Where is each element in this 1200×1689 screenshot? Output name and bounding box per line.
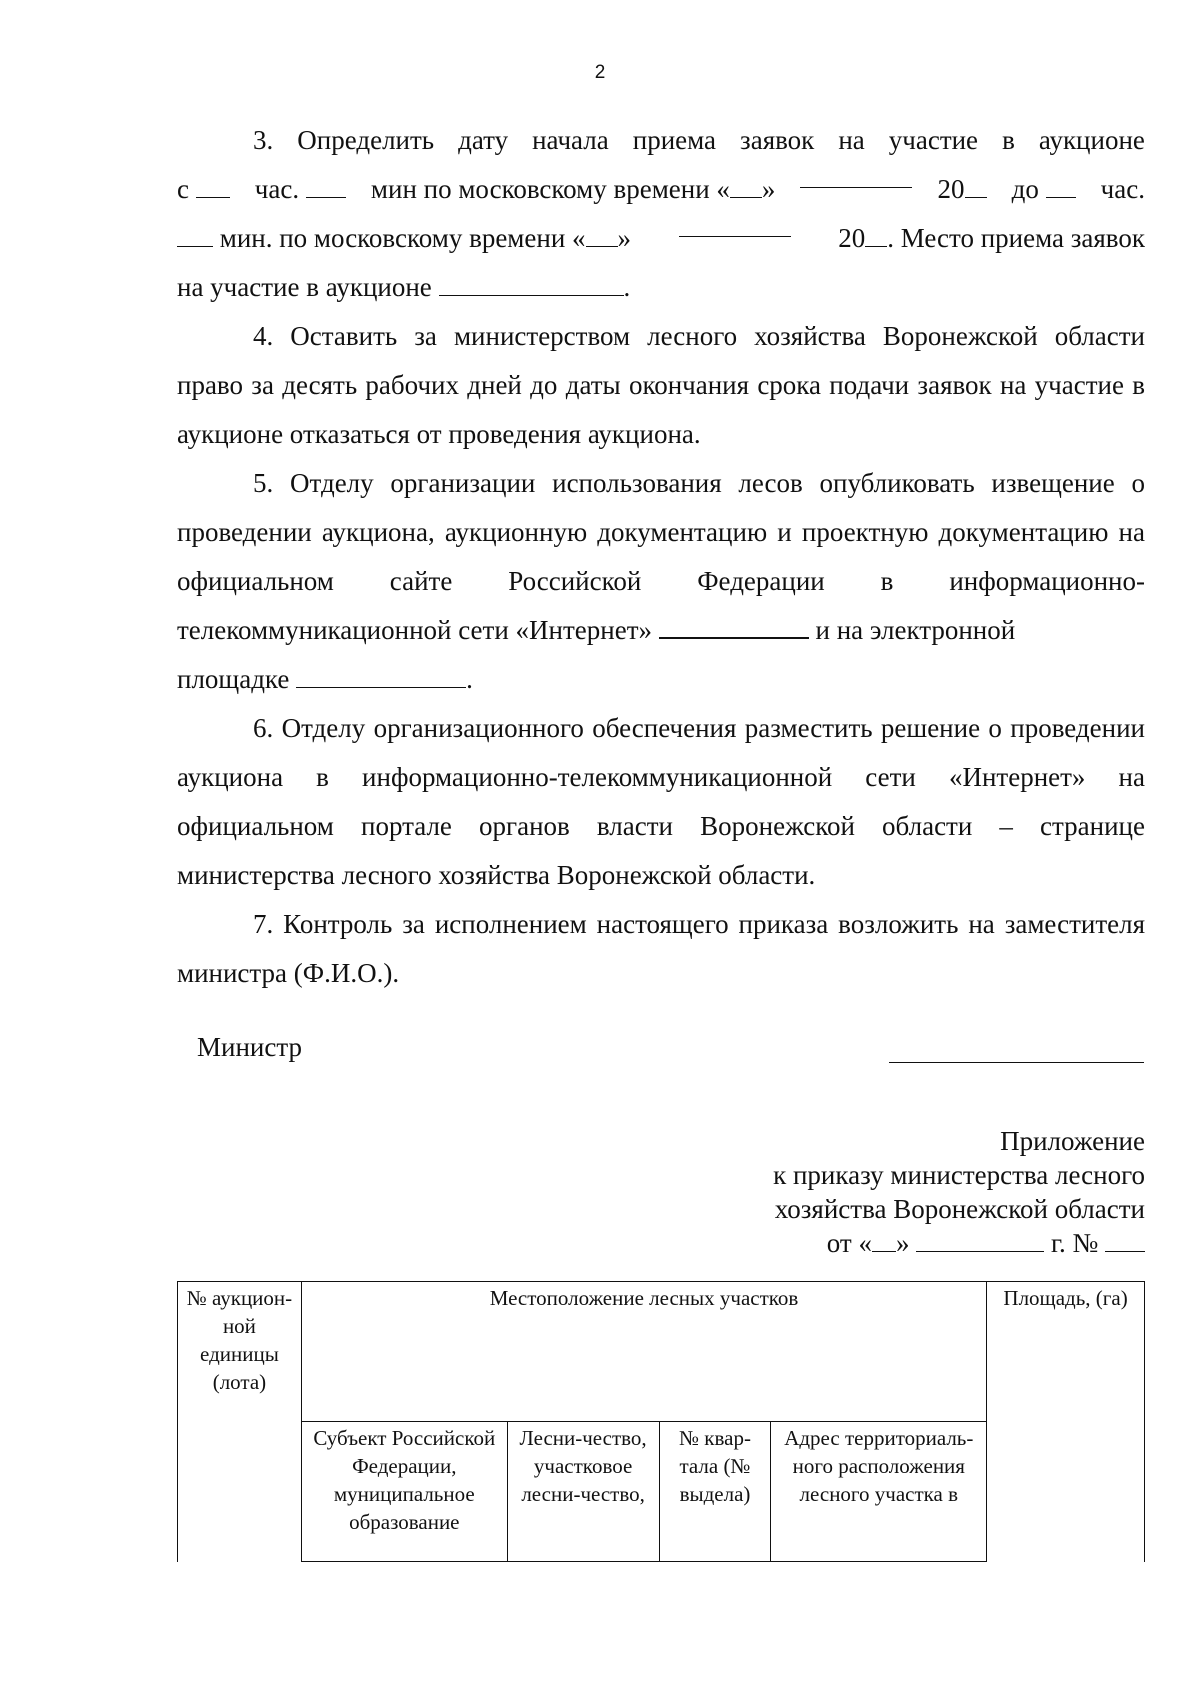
item-3 [177, 116, 1145, 312]
page-number: 2 [594, 62, 606, 83]
blank-minutes-end [177, 224, 213, 247]
word: приема [632, 125, 717, 155]
item-5-last-line: площадке . [177, 664, 473, 694]
word: в [1002, 125, 1015, 155]
blank-day-end [586, 224, 618, 247]
word: заявок [740, 125, 815, 155]
blank-order-month [916, 1231, 1044, 1252]
lots-table [177, 1281, 1145, 1562]
text-fragment: мин по московскому времени « » [370, 174, 776, 204]
header-quarter: № квар-тала (№ выдела) [659, 1422, 771, 1562]
text-fragment: мин. по московскому времени « » [177, 214, 631, 263]
blank-month-start [800, 165, 912, 188]
text-fragment: час. [255, 165, 346, 214]
blank-application-place [439, 273, 624, 296]
text-fragment: час. [1100, 174, 1145, 204]
appendix-date-line: от « » г. № [773, 1226, 1145, 1260]
blank-year-start [965, 175, 987, 198]
order-body [177, 116, 1145, 998]
blank-minutes-start [306, 175, 346, 198]
word: Определить [297, 125, 435, 155]
text-fragment: до [1012, 165, 1076, 214]
item-3-line-1 [177, 116, 1145, 165]
blank-platform [296, 665, 466, 688]
item-7: 7. Контроль за исполнением настоящего приказа возложить на заместителя министра (Ф.И.О.). [177, 909, 1145, 988]
text-fragment: с [177, 165, 230, 214]
blank-hours-start [196, 175, 230, 198]
signature-block [197, 1032, 1147, 1072]
header-lot-number: № аукцион-ной единицы (лота) [178, 1282, 302, 1562]
minister-title: Министр [197, 1032, 302, 1062]
item-5: 5. Отделу организации использования лесов опубликовать извещение о проведении аукциона, аукционную документацию и проектную документацию на официальном сайте Российской Федерации в информационно-телекоммуникационной сети «Интернет» и на электронной [177, 468, 1145, 645]
word: участие [888, 125, 979, 155]
blank-day-start [730, 175, 762, 198]
header-subject: Субъект Российской Федерации, муниципальное образование [301, 1422, 507, 1562]
appendix-line-2: к приказу министерства лесного [773, 1160, 1145, 1190]
text-fragment: 20 . Место приема заявок [838, 223, 1145, 253]
table-header-row [178, 1282, 1145, 1422]
signature-line [889, 1062, 1144, 1063]
blank-month-end [679, 214, 791, 237]
item-6: 6. Отделу организационного обеспечения разместить решение о проведении аукциона в информационно-телекоммуникационной сети «Интернет» на официальном портале органов власти Воронежской области – странице министерства лесного хозяйства Воронежской области. [177, 713, 1145, 890]
blank-year-end [865, 224, 887, 247]
item-3-line-4: на участие в аукционе . [177, 272, 631, 302]
appendix-heading [773, 1124, 1145, 1260]
blank-website [659, 615, 809, 639]
blank-order-day [872, 1231, 896, 1252]
appendix-title: Приложение [1000, 1126, 1145, 1156]
blank-hours-end [1046, 175, 1076, 198]
header-address: Адрес территориаль-ного расположения лесного участка в [771, 1422, 987, 1562]
header-area: Площадь, (га) [987, 1282, 1145, 1562]
word: дату [458, 125, 509, 155]
item-3-line-3 [177, 214, 1145, 263]
word: аукционе [1038, 125, 1145, 155]
word: на [838, 125, 865, 155]
item-4: 4. Оставить за министерством лесного хозяйства Воронежской области право за десять рабочих дней до даты окончания срока подачи заявок на участие в аукционе отказаться от проведения аукциона. [177, 321, 1145, 449]
blank-order-number [1105, 1231, 1145, 1252]
word: 3. [253, 125, 274, 155]
word: начала [532, 125, 609, 155]
item-3-line-2 [177, 165, 1145, 214]
header-forestry: Лесни-чество, участковое лесни-чество, [507, 1422, 659, 1562]
header-location: Местоположение лесных участков [301, 1282, 986, 1422]
appendix-line-3: хозяйства Воронежской области [774, 1194, 1145, 1224]
text-fragment: 20 [938, 165, 987, 214]
